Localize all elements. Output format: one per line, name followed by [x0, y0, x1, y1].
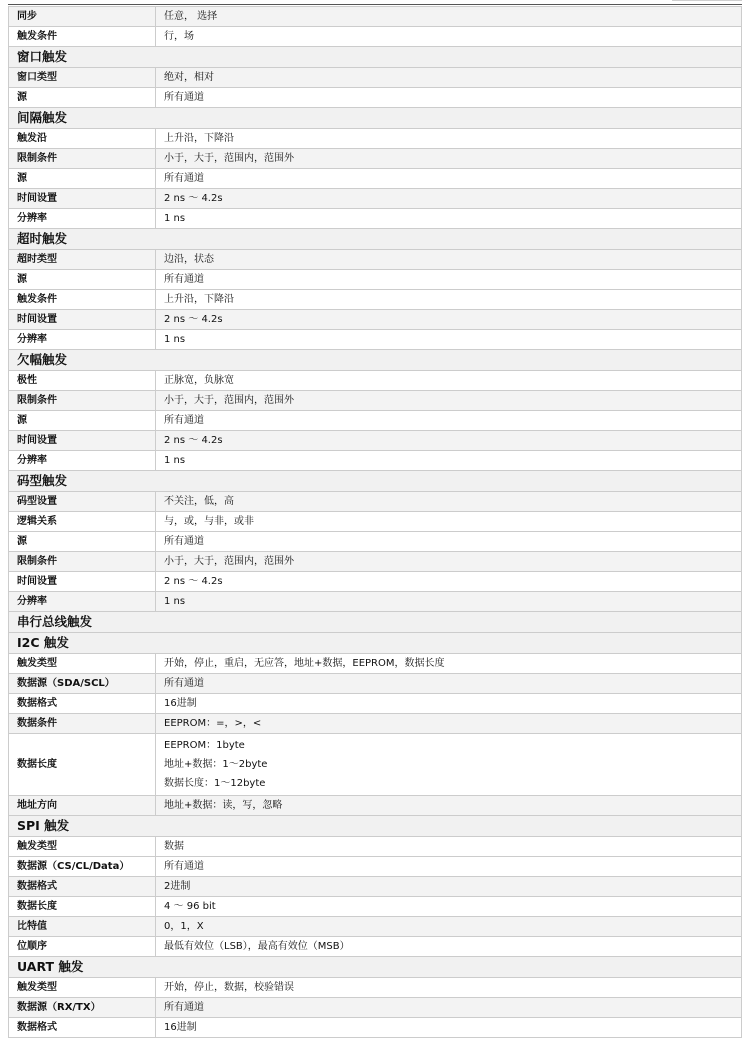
spec-value: 数据 [156, 837, 742, 857]
spec-label: 源 [9, 532, 156, 552]
table-row [9, 411, 742, 431]
table-row [9, 431, 742, 451]
table-row [9, 7, 742, 27]
spec-label: 位顺序 [9, 937, 156, 957]
table-row [9, 978, 742, 998]
table-row [9, 88, 742, 108]
spec-label: 时间设置 [9, 431, 156, 451]
spec-value: 与，或，与非，或非 [156, 512, 742, 532]
spec-label: 源 [9, 411, 156, 431]
spec-label: 限制条件 [9, 149, 156, 169]
spec-label: 码型设置 [9, 492, 156, 512]
spec-label: 数据格式 [9, 694, 156, 714]
spec-value: 行，场 [156, 27, 742, 47]
spec-value: 2 ns ～ 4.2s [156, 189, 742, 209]
spec-value-line: 地址+数据：1～2byte [164, 759, 268, 770]
spec-label: 源 [9, 88, 156, 108]
spec-label: 触发沿 [9, 129, 156, 149]
spec-value: 上升沿，下降沿 [156, 290, 742, 310]
spec-label: 分辨率 [9, 330, 156, 350]
spec-value: 2 ns ～ 4.2s [156, 310, 742, 330]
table-row [9, 250, 742, 270]
spec-label: 数据格式 [9, 1018, 156, 1038]
table-row [9, 877, 742, 897]
table-row [9, 694, 742, 714]
spec-value: 正脉宽，负脉宽 [156, 371, 742, 391]
table-row [9, 837, 742, 857]
spec-value-line: EEPROM：1byte [164, 740, 245, 751]
spec-label: 数据长度 [9, 734, 156, 796]
section-title: 超时触发 [9, 229, 742, 250]
spec-label: 数据格式 [9, 877, 156, 897]
spec-value: EEPROM：=，>，< [156, 714, 742, 734]
spec-value: 1 ns [156, 209, 742, 229]
spec-label: 源 [9, 169, 156, 189]
table-row [9, 189, 742, 209]
spec-label: 窗口类型 [9, 68, 156, 88]
table-row [9, 209, 742, 229]
table-row [9, 532, 742, 552]
spec-label: 时间设置 [9, 310, 156, 330]
section-header-row [9, 229, 742, 250]
section-title: UART 触发 [9, 957, 742, 978]
section-title: SPI 触发 [9, 816, 742, 837]
table-row [9, 330, 742, 350]
spec-value: 小于，大于，范围内，范围外 [156, 149, 742, 169]
top-rule [8, 4, 742, 5]
spec-value: 所有通道 [156, 857, 742, 877]
spec-label: 触发类型 [9, 654, 156, 674]
spec-value-line: 数据长度：1～12byte [164, 778, 266, 789]
table-row [9, 169, 742, 189]
table-row [9, 917, 742, 937]
spec-value: 边沿，状态 [156, 250, 742, 270]
spec-value: 绝对，相对 [156, 68, 742, 88]
table-row [9, 937, 742, 957]
spec-value: 16进制 [156, 1018, 742, 1038]
table-row [9, 512, 742, 532]
spec-label: 同步 [9, 7, 156, 27]
table-row [9, 270, 742, 290]
table-row [9, 290, 742, 310]
table-row [9, 27, 742, 47]
table-row [9, 857, 742, 877]
table-row [9, 149, 742, 169]
spec-value: 0，1，X [156, 917, 742, 937]
spec-value: 所有通道 [156, 411, 742, 431]
spec-label: 数据长度 [9, 897, 156, 917]
section-header-row [9, 471, 742, 492]
spec-label: 触发类型 [9, 978, 156, 998]
section-title: 码型触发 [9, 471, 742, 492]
section-header-row [9, 957, 742, 978]
table-row [9, 68, 742, 88]
spec-label: 时间设置 [9, 572, 156, 592]
table-row [9, 1018, 742, 1038]
spec-label: 逻辑关系 [9, 512, 156, 532]
table-row [9, 674, 742, 694]
section-header-row [9, 612, 742, 633]
spec-label: 触发条件 [9, 290, 156, 310]
table-row [9, 572, 742, 592]
table-row [9, 734, 742, 796]
table-row [9, 714, 742, 734]
table-row [9, 129, 742, 149]
spec-label: 数据源（SDA/SCL） [9, 674, 156, 694]
spec-value: 上升沿，下降沿 [156, 129, 742, 149]
spec-label: 源 [9, 270, 156, 290]
spec-label: 数据源（RX/TX） [9, 998, 156, 1018]
section-header-row [9, 108, 742, 129]
section-title: 欠幅触发 [9, 350, 742, 371]
spec-value: 所有通道 [156, 169, 742, 189]
spec-value: 2 ns ～ 4.2s [156, 572, 742, 592]
spec-value: 2进制 [156, 877, 742, 897]
spec-value: 16进制 [156, 694, 742, 714]
table-row [9, 654, 742, 674]
spec-value: 开始，停止，重启，无应答，地址+数据，EEPROM，数据长度 [156, 654, 742, 674]
section-header-row [9, 47, 742, 68]
section-header-row [9, 350, 742, 371]
spec-value [156, 734, 742, 796]
table-row [9, 592, 742, 612]
section-title: 串行总线触发 [9, 612, 742, 633]
spec-value: 所有通道 [156, 270, 742, 290]
table-row [9, 391, 742, 411]
table-row [9, 796, 742, 816]
spec-table-body [9, 7, 742, 1038]
spec-label: 限制条件 [9, 391, 156, 411]
spec-value: 地址+数据：读，写，忽略 [156, 796, 742, 816]
section-header-row [9, 816, 742, 837]
section-title: 间隔触发 [9, 108, 742, 129]
spec-value: 1 ns [156, 592, 742, 612]
spec-value: 小于，大于，范围内，范围外 [156, 552, 742, 572]
spec-value: 小于，大于，范围内，范围外 [156, 391, 742, 411]
spec-label: 数据源（CS/CL/Data） [9, 857, 156, 877]
table-row [9, 310, 742, 330]
spec-table [8, 6, 742, 1038]
spec-value: 最低有效位（LSB），最高有效位（MSB） [156, 937, 742, 957]
table-row [9, 451, 742, 471]
spec-label: 时间设置 [9, 189, 156, 209]
spec-value: 2 ns ～ 4.2s [156, 431, 742, 451]
spec-label: 数据条件 [9, 714, 156, 734]
spec-value: 所有通道 [156, 674, 742, 694]
spec-label: 限制条件 [9, 552, 156, 572]
spec-label: 地址方向 [9, 796, 156, 816]
table-row [9, 552, 742, 572]
section-header-row [9, 633, 742, 654]
spec-label: 超时类型 [9, 250, 156, 270]
spec-value: 开始，停止，数据，校验错误 [156, 978, 742, 998]
spec-value: 1 ns [156, 451, 742, 471]
section-title: I2C 触发 [9, 633, 742, 654]
spec-label: 比特值 [9, 917, 156, 937]
table-row [9, 371, 742, 391]
spec-value: 任意， 选择 [156, 7, 742, 27]
spec-label: 触发条件 [9, 27, 156, 47]
spec-label: 分辨率 [9, 209, 156, 229]
section-title: 窗口触发 [9, 47, 742, 68]
spec-value: 所有通道 [156, 88, 742, 108]
spec-value: 1 ns [156, 330, 742, 350]
spec-value: 所有通道 [156, 532, 742, 552]
table-row [9, 492, 742, 512]
table-row [9, 897, 742, 917]
spec-value: 所有通道 [156, 998, 742, 1018]
table-row [9, 998, 742, 1018]
spec-value: 4 ～ 96 bit [156, 897, 742, 917]
spec-label: 触发类型 [9, 837, 156, 857]
spec-label: 极性 [9, 371, 156, 391]
spec-value: 不关注，低，高 [156, 492, 742, 512]
spec-label: 分辨率 [9, 451, 156, 471]
spec-label: 分辨率 [9, 592, 156, 612]
header-mark [672, 0, 742, 5]
